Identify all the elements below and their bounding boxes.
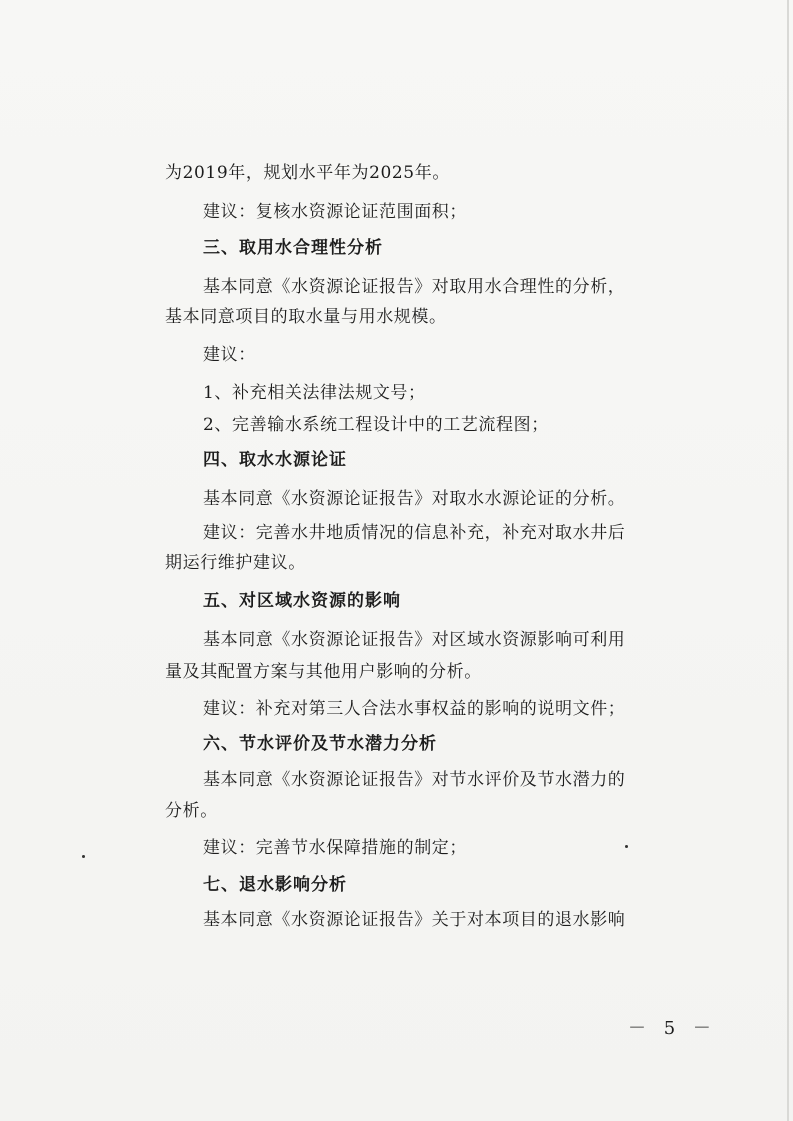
paragraph-line: 基本同意《水资源论证报告》对区域水资源影响可利用 bbox=[203, 630, 626, 650]
page-number: － 5 － bbox=[628, 1018, 717, 1039]
list-item: 1、补充相关法律法规文号； bbox=[203, 383, 426, 403]
paragraph-line: 建议： bbox=[203, 345, 256, 365]
paragraph-line: 期运行维护建议。 bbox=[165, 553, 306, 573]
section-heading: 五、对区域水资源的影响 bbox=[203, 591, 401, 611]
scan-speck bbox=[625, 845, 628, 848]
scan-speck bbox=[82, 855, 85, 858]
paragraph-line: 基本同意《水资源论证报告》对节水评价及节水潜力的 bbox=[203, 770, 626, 790]
section-heading: 四、取水水源论证 bbox=[203, 450, 347, 470]
paragraph-line: 建议：复核水资源论证范围面积； bbox=[203, 202, 467, 222]
paragraph-line: 量及其配置方案与其他用户影响的分析。 bbox=[165, 662, 482, 682]
paragraph-line: 建议：完善水井地质情况的信息补充，补充对取水井后 bbox=[203, 523, 626, 543]
paragraph-line: 建议：补充对第三人合法水事权益的影响的说明文件； bbox=[203, 699, 626, 719]
section-heading: 七、退水影响分析 bbox=[203, 875, 347, 895]
paragraph-line: 基本同意《水资源论证报告》对取用水合理性的分析， bbox=[203, 277, 626, 297]
paragraph-line: 为2019年，规划水平年为2025年。 bbox=[165, 163, 450, 183]
section-heading: 六、节水评价及节水潜力分析 bbox=[203, 734, 437, 754]
paragraph-line: 分析。 bbox=[165, 801, 218, 821]
paragraph-line: 基本同意《水资源论证报告》对取水水源论证的分析。 bbox=[203, 489, 626, 509]
list-item: 2、完善输水系统工程设计中的工艺流程图； bbox=[203, 415, 549, 435]
paragraph-line: 建议：完善节水保障措施的制定； bbox=[203, 838, 467, 858]
paragraph-line: 基本同意《水资源论证报告》关于对本项目的退水影响 bbox=[203, 910, 626, 930]
paragraph-line: 基本同意项目的取水量与用水规模。 bbox=[165, 307, 447, 327]
section-heading: 三、取用水合理性分析 bbox=[203, 238, 383, 258]
